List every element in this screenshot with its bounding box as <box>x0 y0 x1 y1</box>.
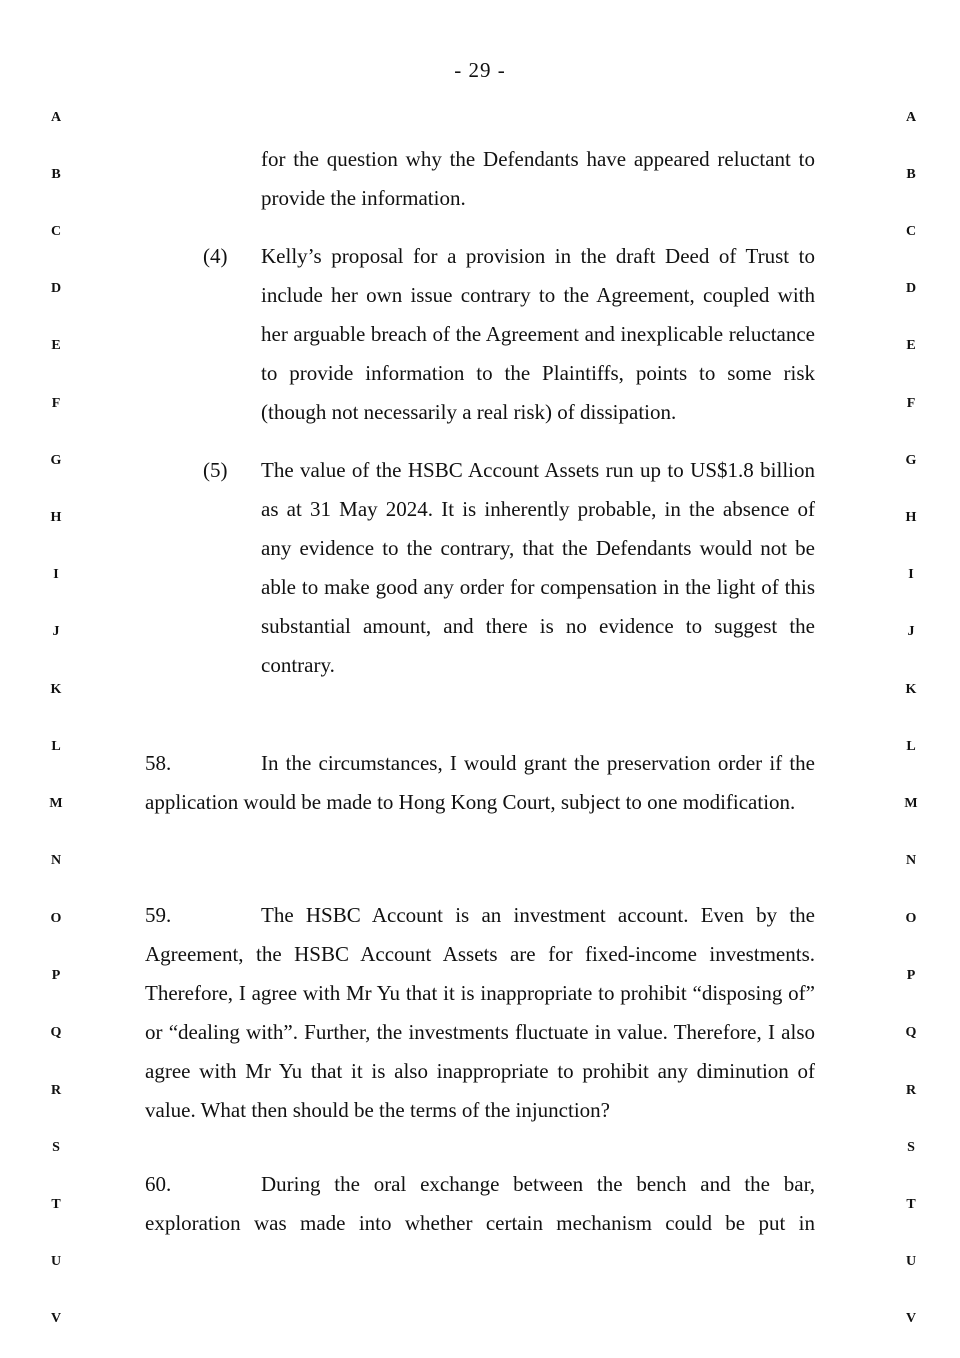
subpara-4-number: (4) <box>203 244 228 268</box>
margin-letter-right-k: K <box>905 682 917 697</box>
paragraph-58-number: 58. <box>145 751 172 775</box>
margin-letter-right-s: S <box>907 1140 915 1155</box>
margin-letter-left-m: M <box>49 796 63 811</box>
paragraph-60 <box>145 1165 815 1243</box>
margin-letter-left-p: P <box>51 968 61 983</box>
margin-letter-right-v: V <box>905 1311 917 1326</box>
margin-letter-right-p: P <box>906 968 916 983</box>
margin-letter-right-l: L <box>906 739 916 754</box>
margin-letter-right-o: O <box>905 911 917 926</box>
subpara-4-text: Kelly’s proposal for a provision in the draft Deed of Trust to include her own issue contrary to the Agreement, coupled with her arguable breach of the Agreement and inexplicable reluctance to provide information to the Plaintiffs, points to some risk (though not necessarily a real risk) of dissipation. <box>261 244 815 424</box>
margin-letter-left-e: E <box>51 338 61 353</box>
page-number: - 29 - <box>454 58 506 82</box>
margin-letter-left-v: V <box>50 1311 62 1326</box>
margin-letter-right-a: A <box>905 110 917 125</box>
paragraph-59-number: 59. <box>145 903 172 927</box>
subpara-5-number: (5) <box>203 458 228 482</box>
margin-letter-right-r: R <box>905 1083 917 1098</box>
margin-letter-right-c: C <box>905 224 917 239</box>
margin-letter-right-f: F <box>906 396 916 411</box>
margin-letter-right-u: U <box>905 1254 917 1269</box>
margin-letter-left-c: C <box>50 224 62 239</box>
margin-letter-right-g: G <box>905 453 917 468</box>
subpara-continuation-text: for the question why the Defendants have appeared reluctant to provide the information. <box>261 147 815 210</box>
margin-letter-left-n: N <box>50 853 62 868</box>
paragraph-59-text: The HSBC Account is an investment account. Even by the Agreement, the HSBC Account Assets are for fixed-income investments. Therefore, I agree with Mr Yu that it is inappropriate to prohibit “disposing of” or “dealing with”. Further, the investments fluctuate in value. Therefore, I also agree with Mr Yu that it is also inappropriate to prohibit any diminution of value. What then should be the terms of the injunction? <box>145 903 815 1122</box>
margin-letter-left-u: U <box>50 1254 62 1269</box>
margin-letter-right-i: I <box>908 567 914 582</box>
margin-letter-left-g: G <box>50 453 62 468</box>
margin-letter-left-o: O <box>50 911 62 926</box>
subpara-5-text: The value of the HSBC Account Assets run up to US$1.8 billion as at 31 May 2024. It is inherently probable, in the absence of any evidence to the contrary, that the Defendants would not be able to make good any order for compensation in the light of this substantial amount, and there is no evidence to suggest the contrary. <box>261 458 815 677</box>
margin-letter-left-j: J <box>52 624 60 639</box>
margin-letter-right-n: N <box>905 853 917 868</box>
margin-letter-right-d: D <box>905 281 917 296</box>
paragraph-58 <box>145 744 815 822</box>
margin-letter-left-h: H <box>50 510 62 525</box>
margin-letter-left-t: T <box>51 1197 61 1212</box>
margin-letter-left-s: S <box>52 1140 60 1155</box>
margin-letter-right-j: J <box>907 624 915 639</box>
margin-letter-right-h: H <box>905 510 917 525</box>
margin-letter-left-k: K <box>50 682 62 697</box>
margin-letter-right-q: Q <box>905 1025 917 1040</box>
margin-letter-left-b: B <box>51 167 61 182</box>
margin-letter-right-m: M <box>904 796 918 811</box>
paragraph-60-text: During the oral exchange between the bench and the bar, exploration was made into whether certain mechanism could be put in <box>145 1172 815 1235</box>
paragraph-60-number: 60. <box>145 1172 172 1196</box>
margin-letter-left-q: Q <box>50 1025 62 1040</box>
margin-letter-right-e: E <box>906 338 916 353</box>
margin-letter-left-f: F <box>51 396 61 411</box>
margin-letter-right-t: T <box>906 1197 916 1212</box>
margin-letter-left-i: I <box>53 567 59 582</box>
margin-letter-right-b: B <box>906 167 916 182</box>
margin-letter-left-l: L <box>51 739 61 754</box>
paragraph-59 <box>145 896 815 1130</box>
margin-letter-left-d: D <box>50 281 62 296</box>
paragraph-58-text: In the circumstances, I would grant the preservation order if the application would be made to Hong Kong Court, subject to one modification. <box>145 751 815 814</box>
margin-letter-left-r: R <box>50 1083 62 1098</box>
margin-letter-left-a: A <box>50 110 62 125</box>
